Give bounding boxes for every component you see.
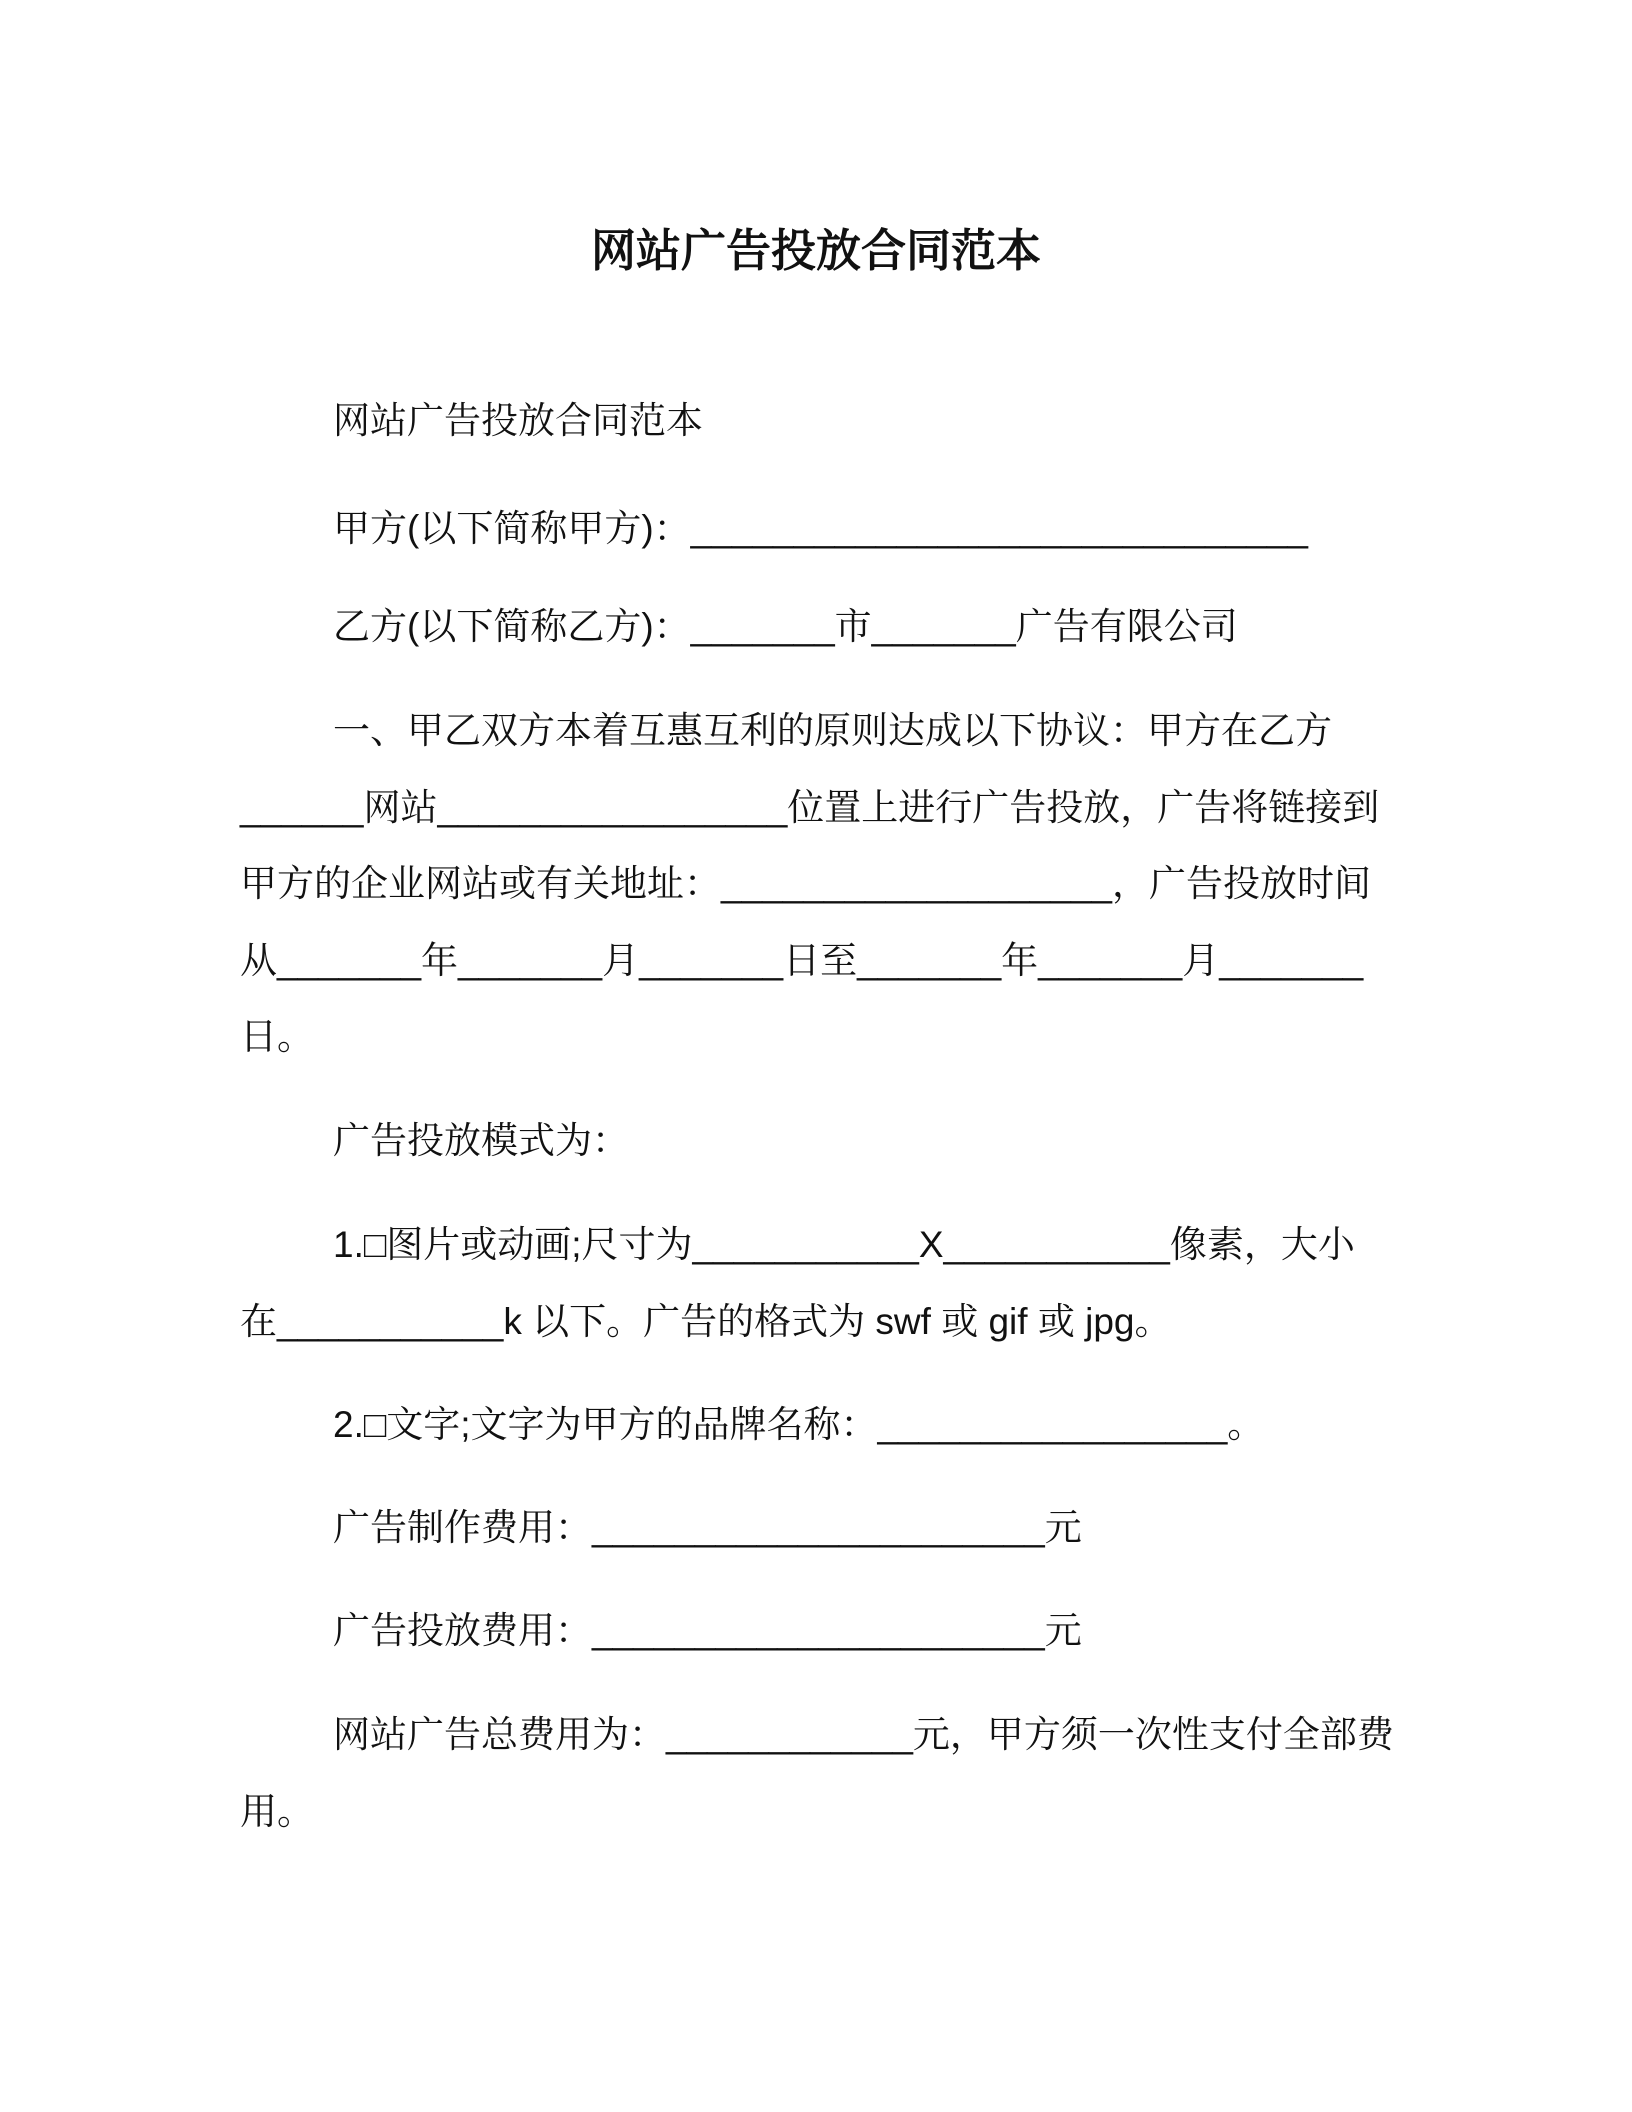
paragraph-line: 从_______年_______月_______日至_______年_______月_______ [240,939,1364,981]
paragraph-line: 2.□文字;文字为甲方的品牌名称：_________________。 [333,1404,1265,1445]
paragraph-line: 广告投放模式为： [333,1120,629,1161]
total-fee-paragraph [240,1697,1420,1850]
agreement-clause-paragraph [240,693,1420,1076]
paragraph-line: 网站广告总费用为：____________元，甲方须一次性支付全部费 [333,1714,1394,1755]
paragraph-line: 用。 [240,1790,314,1832]
placement-fee-paragraph [240,1593,1420,1670]
paragraph-line: 广告制作费用：______________________元 [333,1507,1082,1548]
paragraph-line: 甲方的企业网站或有关地址：___________________，广告投放时间 [240,863,1371,904]
paragraph-line: 网站广告投放合同范本 [333,400,703,441]
document-title: 网站广告投放合同范本 [590,225,1041,276]
production-fee-paragraph [240,1490,1420,1567]
paragraph-line: 甲方(以下简称甲方)：______________________________ [333,508,1308,549]
paragraph-line: 1.□图片或动画;尺寸为___________X___________像素，大小 [333,1224,1355,1265]
party-b-paragraph [240,589,1420,666]
ad-mode-heading-paragraph [240,1103,1420,1180]
image-ad-option-paragraph [240,1207,1420,1360]
text-ad-option-paragraph [240,1387,1420,1464]
paragraph-line: 日。 [240,1016,314,1057]
party-a-paragraph [240,491,1420,568]
paragraph-line: 乙方(以下简称乙方)：_______市_______广告有限公司 [333,606,1238,647]
paragraph-line: ______网站_________________位置上进行广告投放，广告将链接到 [240,786,1380,828]
paragraph-line: 广告投放费用：______________________元 [333,1610,1082,1651]
contract-subtitle-paragraph [240,383,1420,460]
paragraph-line: 在___________k 以下。广告的格式为 swf 或 gif 或 jpg。 [240,1300,1172,1342]
paragraph-line: 一、甲乙双方本着互惠互利的原则达成以下协议：甲方在乙方 [333,710,1332,751]
